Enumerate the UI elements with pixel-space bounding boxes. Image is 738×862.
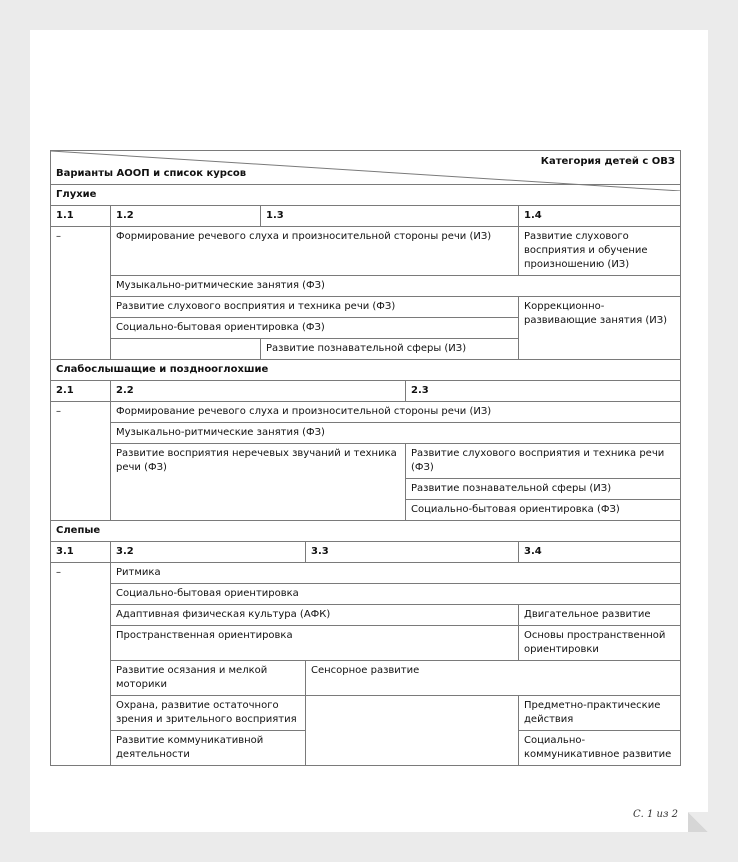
blind-course-social-orientation: Социально-бытовая ориентировка <box>111 584 681 605</box>
blind-dash-cell: – <box>51 563 111 766</box>
section-title-blind: Слепые <box>51 521 681 542</box>
variant-1-1: 1.1 <box>51 206 111 227</box>
variant-2-3: 2.3 <box>406 381 681 402</box>
variant-3-4: 3.4 <box>519 542 681 563</box>
section-title-deaf: Глухие <box>51 185 681 206</box>
empty-cell <box>111 339 261 360</box>
deaf-course-auditory-speech-tech: Развитие слухового восприятия и техника речи (ФЗ) <box>111 297 519 318</box>
variant-1-4: 1.4 <box>519 206 681 227</box>
variant-1-2: 1.2 <box>111 206 261 227</box>
blind-course-tactile-motor: Развитие осязания и мелкой моторики <box>111 661 306 696</box>
hoh-course-auditory-speech-tech: Развитие слухового восприятия и техника речи (ФЗ) <box>406 444 681 479</box>
hoh-variant-row <box>51 381 681 402</box>
hoh-course-social-orientation: Социально-бытовая ориентировка (ФЗ) <box>406 500 681 521</box>
variant-2-2: 2.2 <box>111 381 406 402</box>
hoh-course-speech-hearing: Формирование речевого слуха и произносительной стороны речи (ИЗ) <box>111 402 681 423</box>
page-number: С. 1 из 2 <box>633 809 678 820</box>
category-label: Категория детей с ОВЗ <box>540 156 676 167</box>
deaf-course-social-orientation: Социально-бытовая ориентировка (ФЗ) <box>111 318 519 339</box>
deaf-variant-row <box>51 206 681 227</box>
blind-course-social-communicative: Социально-коммуникативное развитие <box>519 731 681 766</box>
header-row <box>51 151 681 185</box>
blind-course-rhythmics: Ритмика <box>111 563 681 584</box>
blind-course-object-actions: Предметно-практические действия <box>519 696 681 731</box>
section-title-hoh: Слабослышащие и позднооглохшие <box>51 360 681 381</box>
deaf-course-correctional: Коррекционно-развивающие занятия (ИЗ) <box>519 297 681 360</box>
deaf-course-music-rhythm: Музыкально-ритмические занятия (ФЗ) <box>111 276 681 297</box>
hoh-course-nonspeech-sounds: Развитие восприятия неречевых звучаний и техника речи (ФЗ) <box>111 444 406 521</box>
page-fold-corner <box>688 812 708 832</box>
variants-label: Варианты АООП и список курсов <box>56 168 247 179</box>
deaf-course-cognitive: Развитие познавательной сферы (ИЗ) <box>261 339 519 360</box>
blind-course-spatial-basics: Основы пространственной ориентировки <box>519 626 681 661</box>
deaf-course-speech-hearing: Формирование речевого слуха и произносительной стороны речи (ИЗ) <box>111 227 519 276</box>
variant-2-1: 2.1 <box>51 381 111 402</box>
blind-course-adaptive-pe: Адаптивная физическая культура (АФК) <box>111 605 519 626</box>
variant-3-2: 3.2 <box>111 542 306 563</box>
variant-3-1: 3.1 <box>51 542 111 563</box>
deaf-dash-cell: – <box>51 227 111 360</box>
hoh-dash-cell: – <box>51 402 111 521</box>
hoh-course-music-rhythm: Музыкально-ритмические занятия (ФЗ) <box>111 423 681 444</box>
blind-course-communicative-activity: Развитие коммуникативной деятельности <box>111 731 306 766</box>
empty-cell <box>306 696 519 766</box>
aoop-courses-table <box>50 150 681 766</box>
deaf-course-auditory-perception: Развитие слухового восприятия и обучение произношению (ИЗ) <box>519 227 681 276</box>
blind-course-sensory: Сенсорное развитие <box>306 661 681 696</box>
blind-variant-row <box>51 542 681 563</box>
variant-3-3: 3.3 <box>306 542 519 563</box>
hoh-course-cognitive: Развитие познавательной сферы (ИЗ) <box>406 479 681 500</box>
diagonal-header-cell <box>51 151 681 185</box>
blind-course-spatial-orientation: Пространственная ориентировка <box>111 626 519 661</box>
blind-course-residual-vision: Охрана, развитие остаточного зрения и зрительного восприятия <box>111 696 306 731</box>
variant-1-3: 1.3 <box>261 206 519 227</box>
blind-course-motor-development: Двигательное развитие <box>519 605 681 626</box>
document-page <box>30 30 708 832</box>
